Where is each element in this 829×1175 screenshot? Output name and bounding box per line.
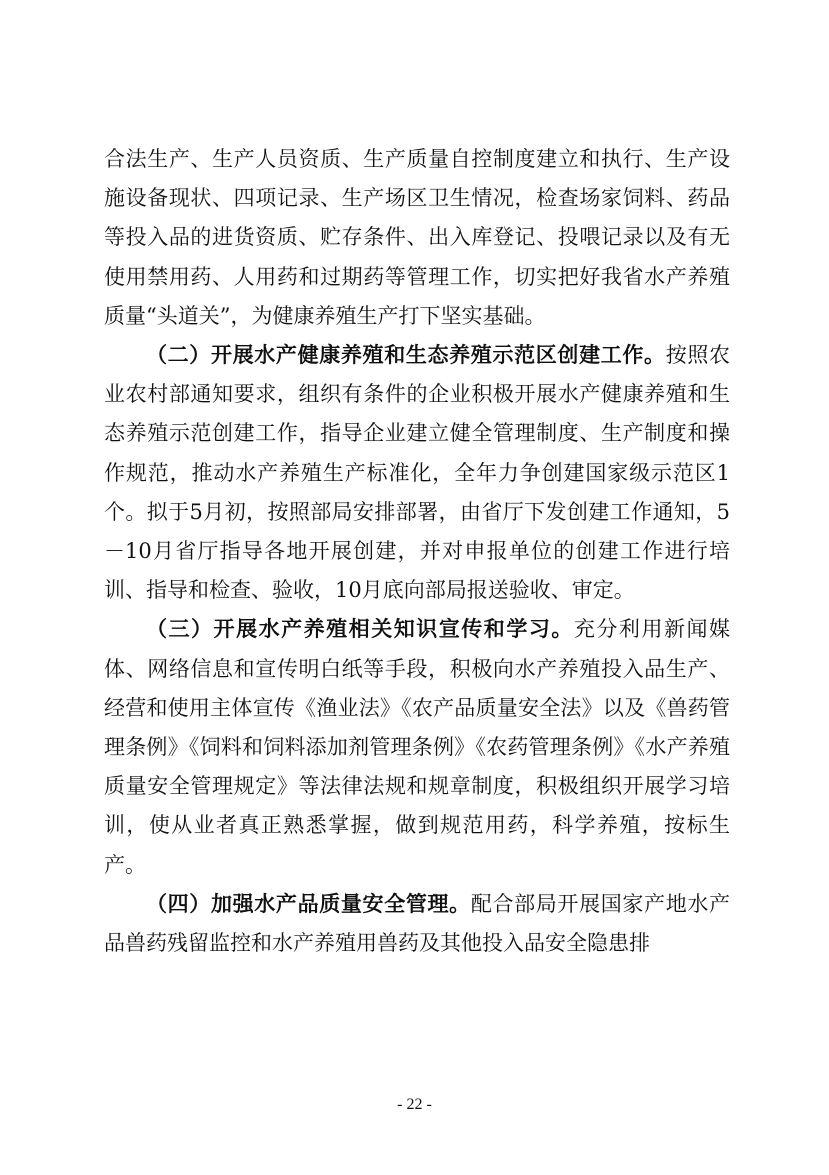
paragraph-section-4 xyxy=(104,885,730,963)
page-number: - 22 - xyxy=(397,1096,432,1113)
paragraph-text: 按照农业农村部通知要求，组织有条件的企业积极开展水产健康养殖和生态养殖示范创建工作，指导企业建立健全管理制度、生产制度和操作规范，推动水产养殖生产标准化，全年力争创建国家级示范区1个。拟于5月初，按照部局安排部署，由省厅下发创建工作通知，5－10月省厅指导各地开展创建，并对申报单位的创建工作进行培训、指导和检查、验收，10月底向部局报送验收、审定。 xyxy=(104,343,731,603)
paragraph-section-3 xyxy=(104,610,730,884)
document-body xyxy=(104,140,730,963)
paragraph-continuation xyxy=(104,140,730,336)
paragraph-text: 配合部局开展国家产地水产品兽药残留监控和水产养殖用兽药及其他投入品安全隐患排 xyxy=(104,891,731,956)
section-heading: （三）开展水产养殖相关知识宣传和学习。 xyxy=(146,617,574,642)
paragraph-section-2 xyxy=(104,336,730,610)
section-heading: （二）开展水产健康养殖和生态养殖示范区创建工作。 xyxy=(146,343,666,368)
section-heading: （四）加强水产品质量安全管理。 xyxy=(146,891,471,916)
paragraph-text: 充分利用新闻媒体、网络信息和宣传明白纸等手段，积极向水产养殖投入品生产、经营和使用主体宣传《渔业法》《农产品质量安全法》以及《兽药管理条例》《饲料和饲料添加剂管理条例》《农药管理条例》《水产养殖质量安全管理规定》等法律法规和规章制度，积极组织开展学习培训，使从业者真正熟悉掌握，做到规范用药，科学养殖，按标生产。 xyxy=(104,617,731,877)
paragraph-text: 合法生产、生产人员资质、生产质量自控制度建立和执行、生产设施设备现状、四项记录、生产场区卫生情况，检查场家饲料、药品等投入品的进货资质、贮存条件、出入库登记、投喂记录以及有无使用禁用药、人用药和过期药等管理工作，切实把好我省水产养殖质量“头道关”，为健康养殖生产打下坚实基础。 xyxy=(104,147,730,328)
